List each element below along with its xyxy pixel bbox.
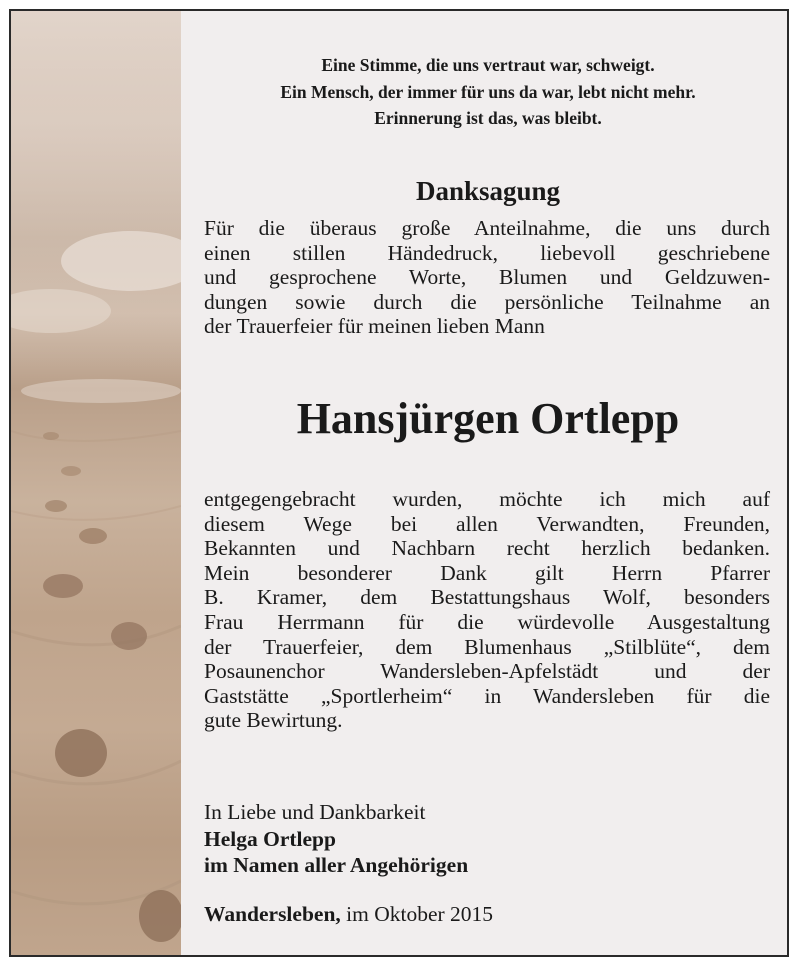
heading: Danksagung <box>415 176 561 206</box>
signer-note: im Namen aller Angehörigen <box>204 853 469 877</box>
body-line: Gaststätte „Sportlerheim“ in Wandersleben für die <box>204 683 770 708</box>
motto-line: Ein Mensch, der immer für uns da war, lebt nicht mehr. <box>280 81 696 102</box>
motto-line: Eine Stimme, die uns vertraut war, schweigt. <box>321 55 655 75</box>
intro-paragraph <box>204 216 770 339</box>
motto <box>189 52 787 132</box>
footprints-illustration <box>11 11 181 957</box>
body-line: Frau Herrmann für die würdevolle Ausgestaltung <box>204 609 770 634</box>
body-line: Posaunenchor Wandersleben-Apfelstädt und der <box>204 659 770 684</box>
sand-footprints-photo <box>11 11 181 955</box>
intro-line: und gesprochene Worte, Blumen und Geldzuwen- <box>204 265 770 290</box>
place: Wandersleben, <box>204 902 341 926</box>
place-date <box>204 901 493 927</box>
body-line: entgegengebracht wurden, möchte ich mich auf <box>204 487 770 511</box>
obituary-card <box>9 9 789 957</box>
body-paragraph <box>204 487 770 733</box>
motto-line: Erinnerung ist das, was bleibt. <box>374 108 602 128</box>
intro-line: der Trauerfeier für meinen lieben Mann <box>204 314 545 339</box>
closing-phrase: In Liebe und Dankbarkeit <box>204 800 426 824</box>
notice-text-area <box>181 11 787 955</box>
deceased-name: Hansjürgen Ortlepp <box>296 394 680 443</box>
body-line: B. Kramer, dem Bestattungshaus Wolf, besonders <box>204 585 770 610</box>
intro-line: dungen sowie durch die persönliche Teilnahme an <box>204 289 770 314</box>
body-line: der Trauerfeier, dem Blumenhaus „Stilblüte“, dem <box>204 634 770 659</box>
intro-line: Für die überaus große Anteilnahme, die uns durch <box>204 216 770 240</box>
signature-block <box>204 799 468 879</box>
body-line: Bekannten und Nachbarn recht herzlich bedanken. <box>204 536 770 561</box>
body-line: Mein besonderer Dank gilt Herrn Pfarrer <box>204 560 770 585</box>
body-line: diesem Wege bei allen Verwandten, Freunden, <box>204 511 770 536</box>
signer-name: Helga Ortlepp <box>204 826 336 851</box>
intro-line: einen stillen Händedruck, liebevoll geschriebene <box>204 240 770 265</box>
body-line: gute Bewirtung. <box>204 708 343 733</box>
date: im Oktober 2015 <box>346 902 494 926</box>
